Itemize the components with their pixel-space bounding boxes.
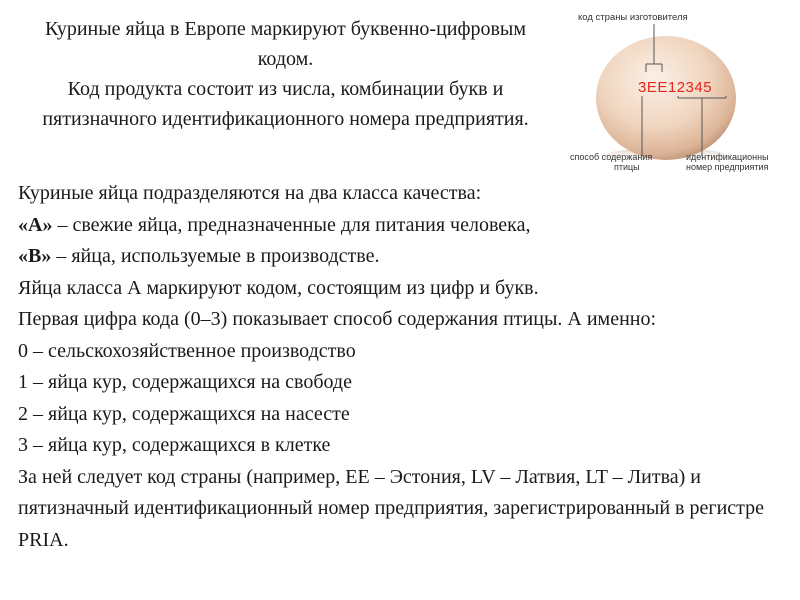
- class-b-line: [18, 241, 788, 273]
- egg-illustration: [566, 6, 788, 178]
- class-b-text: – яйца, используемые в производстве.: [51, 245, 380, 267]
- body-text: [18, 178, 788, 556]
- method-1: 1 – яйца кур, содержащихся на свободе: [18, 371, 352, 393]
- label-method-line-2: птицы: [614, 162, 640, 172]
- label-id-line-1: идентификационны: [686, 152, 769, 162]
- class-b-mark: «В»: [18, 245, 52, 267]
- first-digit-line: Первая цифра кода (0–3) показывает способ содержания птицы. А именно:: [18, 308, 657, 330]
- method-3: 3 – яйца кур, содержащихся в клетке: [18, 434, 331, 456]
- class-a-text: – свежие яйца, предназначенные для питания человека,: [52, 213, 531, 236]
- classes-intro: Куриные яйца подразделяются на два класса качества:: [18, 182, 482, 204]
- intro-line-2: Код продукта состоит из числа, комбинации букв и пятизначного идентификационного номера предприятия.: [42, 78, 529, 130]
- class-a-code-line: Яйца класса А маркируют кодом, состоящим из цифр и букв.: [18, 276, 539, 299]
- method-2: 2 – яйца кур, содержащихся на насесте: [18, 402, 350, 425]
- egg-code-text: 3EE12345: [638, 79, 713, 96]
- intro-heading: [18, 14, 553, 134]
- intro-line-1: Куриные яйца в Европе маркируют буквенно-цифровым кодом.: [45, 18, 526, 70]
- country-code-paragraph: За ней следует код страны (например, EE – Эстония, LV – Латвия, LT – Литва) и пятизначный идентификационный номер предприятия, зарегистрированный в регистре PRIA.: [18, 465, 765, 551]
- label-country-code: код страны изготовителя: [578, 12, 688, 23]
- label-id-line-2: номер предприятия: [686, 162, 769, 172]
- egg-code-figure: [566, 6, 788, 178]
- method-0: 0 – сельскохозяйственное производство: [18, 339, 356, 362]
- label-method-line-1: способ содержания: [570, 152, 653, 162]
- class-a-line: [18, 210, 788, 242]
- class-a-mark: «А»: [18, 213, 53, 236]
